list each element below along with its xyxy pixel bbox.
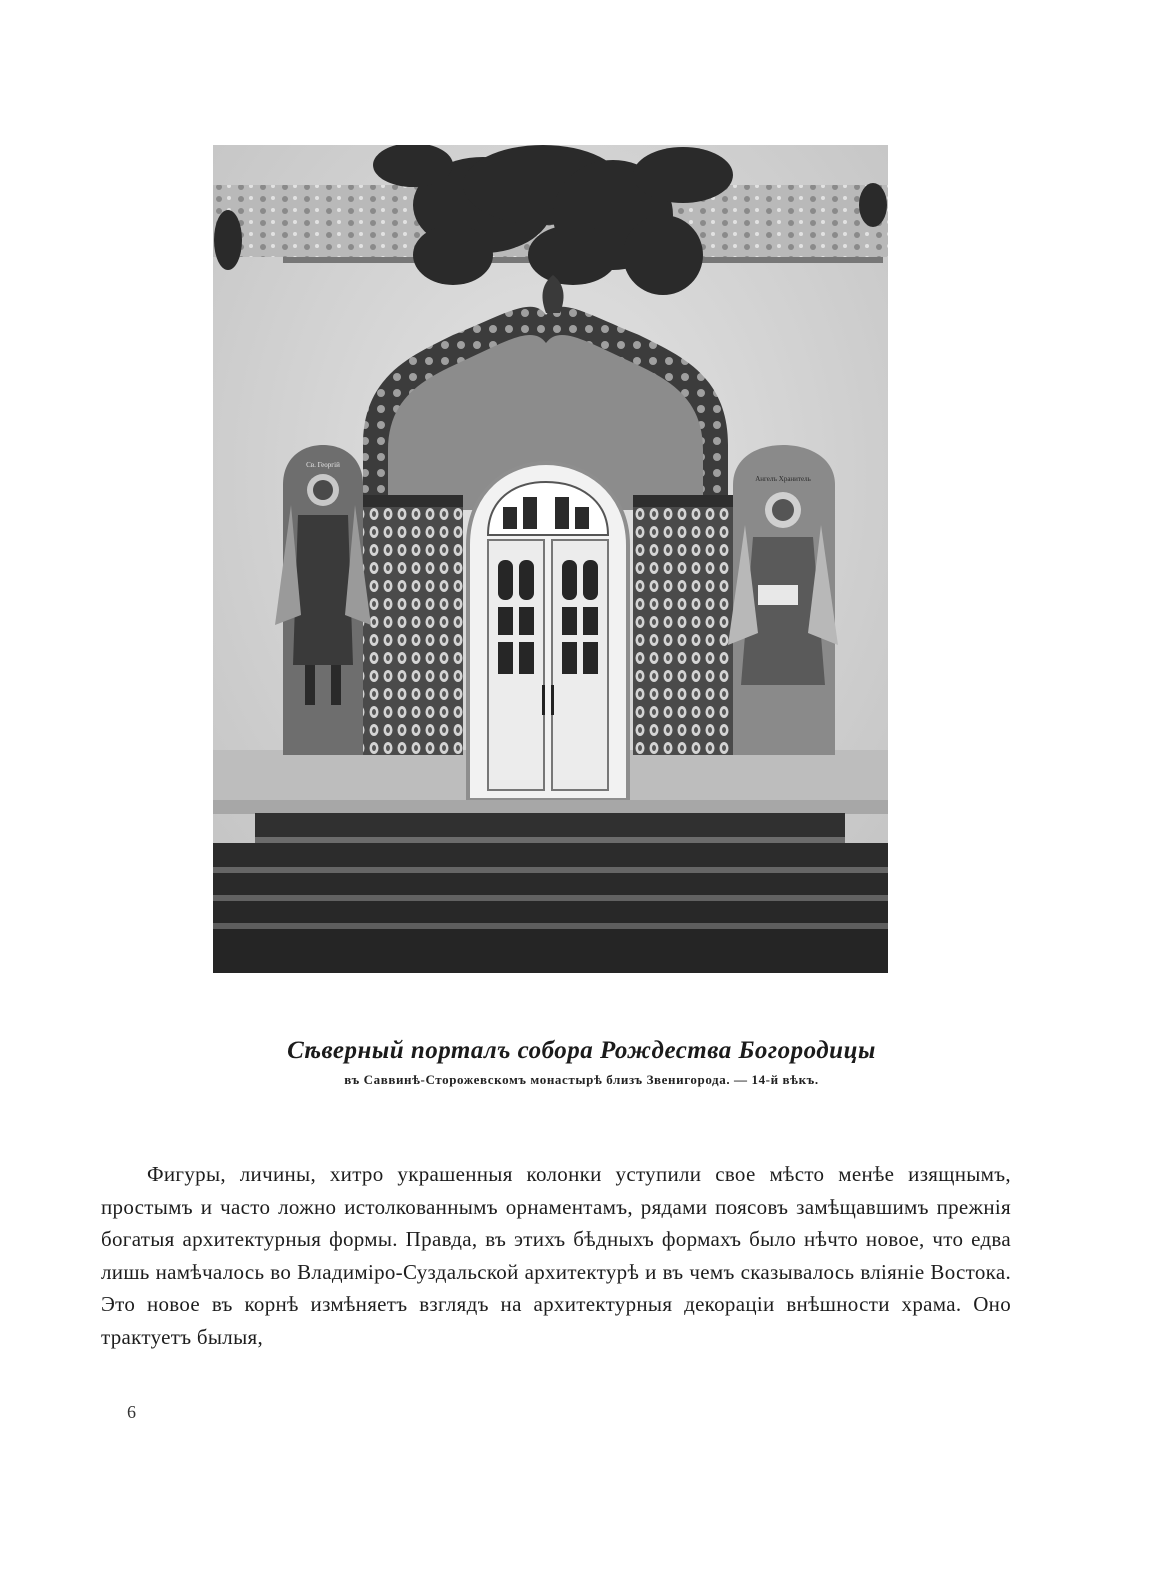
entrance-steps bbox=[213, 800, 888, 973]
right-door-handle bbox=[551, 685, 554, 715]
right-jamb bbox=[633, 500, 733, 755]
right-door-leaf bbox=[552, 540, 608, 790]
left-door-leaf bbox=[488, 540, 544, 790]
figure-caption-subtitle: въ Саввинѣ-Сторожевскомъ монастырѣ близъ Звенигорода. — 14-й вѣкъ. bbox=[344, 1072, 819, 1087]
page-number: 6 bbox=[127, 1402, 136, 1422]
portal-photograph bbox=[213, 145, 888, 973]
left-jamb bbox=[363, 500, 463, 755]
figure-caption-title: Сѣверный порталъ собора Рождества Богородицы bbox=[287, 1037, 876, 1064]
left-door-handle bbox=[542, 685, 545, 715]
right-icon-label: Ангелъ Хранитель bbox=[755, 475, 811, 483]
left-icon-label: Св. Георгій bbox=[306, 461, 340, 469]
body-paragraph: Фигуры, личины, хитро украшенныя колонки уступили свое мѣсто менѣе изящнымъ, простымъ и часто ложно истолкованнымъ орнаментамъ, рядами поясовъ замѣщавшимъ прежнія богатыя архитектурныя формы. Правда, въ этихъ бѣдныхъ формахъ было нѣчто новое, что едва лишь намѣчалось во Владиміро-Суздальской архитектурѣ и въ чемъ сказывалось вліяніе Востока. Это новое въ корнѣ измѣняетъ взглядъ на архитектурныя декораціи внѣшности храма. Оно трактуетъ былыя, bbox=[101, 1162, 1011, 1349]
